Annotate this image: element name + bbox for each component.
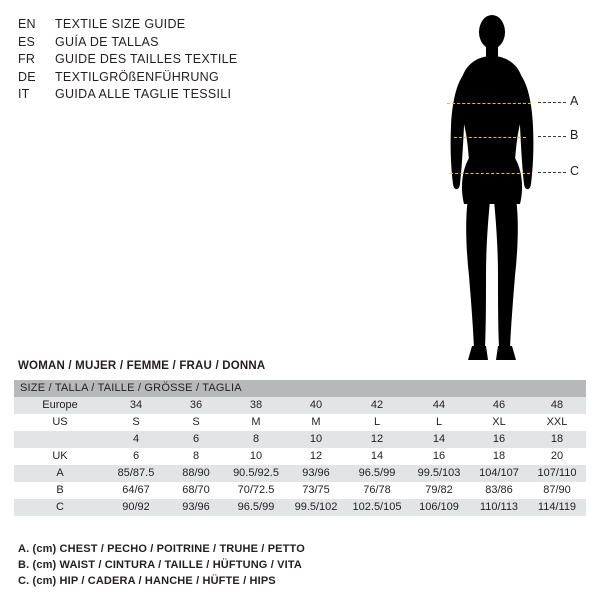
measurement-legend [18, 541, 578, 589]
cell: 44 [408, 397, 470, 414]
cell: XL [470, 414, 528, 431]
cell: 73/75 [286, 482, 346, 499]
size-table-wrapper [14, 380, 586, 516]
cell: 68/70 [166, 482, 226, 499]
cell: 18 [528, 431, 586, 448]
cell: 16 [408, 448, 470, 465]
cell: 10 [226, 448, 286, 465]
language-title: TEXTILE SIZE GUIDE [55, 17, 186, 31]
cell: 40 [286, 397, 346, 414]
cell: 110/113 [470, 499, 528, 516]
cell: 90/92 [106, 499, 166, 516]
cell: M [286, 414, 346, 431]
cell: 34 [106, 397, 166, 414]
chest-dash-line [447, 103, 531, 104]
cell: 102.5/105 [346, 499, 408, 516]
waist-dash-line [454, 137, 526, 138]
cell: 14 [408, 431, 470, 448]
language-code: FR [18, 52, 36, 66]
language-code: EN [18, 17, 36, 31]
table-row [14, 448, 586, 465]
cell: 12 [346, 431, 408, 448]
language-code: DE [18, 69, 36, 84]
cell: 38 [226, 397, 286, 414]
section-label-woman: WOMAN / MUJER / FEMME / FRAU / DONNA [18, 360, 266, 372]
legend-line-b: B. (cm) WAIST / CINTURA / TAILLE / HÜFTUNG / VITA [18, 559, 302, 571]
language-row [18, 69, 348, 87]
cell: 64/67 [106, 482, 166, 499]
cell: L [408, 414, 470, 431]
waist-leader-line [538, 136, 566, 137]
row-label: US [14, 414, 106, 431]
cell: 104/107 [470, 465, 528, 482]
chest-leader-line [538, 102, 566, 103]
table-row [14, 431, 586, 448]
legend-line-a: A. (cm) CHEST / PECHO / POITRINE / TRUHE / PETTO [18, 543, 305, 555]
woman-body-icon [420, 8, 600, 373]
hip-leader-line [538, 172, 566, 173]
row-label: C [14, 499, 106, 516]
language-title: GUIDE DES TAILLES TEXTILE [55, 52, 238, 66]
cell: 14 [346, 448, 408, 465]
cell: 6 [166, 431, 226, 448]
row-label: A [14, 465, 106, 482]
cell: 18 [470, 448, 528, 465]
cell: 88/90 [166, 465, 226, 482]
cell: S [166, 414, 226, 431]
table-row [14, 482, 586, 499]
cell: 93/96 [286, 465, 346, 482]
cell: 85/87.5 [106, 465, 166, 482]
cell: 6 [106, 448, 166, 465]
cell: 46 [470, 397, 528, 414]
cell: 12 [286, 448, 346, 465]
cell: 79/82 [408, 482, 470, 499]
cell: 76/78 [346, 482, 408, 499]
row-label: B [14, 482, 106, 499]
row-label: UK [14, 448, 106, 465]
language-title: GUIDA ALLE TAGLIE TESSILI [55, 87, 232, 101]
cell: 87/90 [528, 482, 586, 499]
language-row [18, 34, 348, 52]
hip-dash-line [450, 173, 530, 174]
cell: 90.5/92.5 [226, 465, 286, 482]
woman-silhouette-figure [420, 8, 600, 373]
size-table [14, 380, 586, 516]
cell: 20 [528, 448, 586, 465]
cell: 10 [286, 431, 346, 448]
cell: 16 [470, 431, 528, 448]
cell: 93/96 [166, 499, 226, 516]
table-row [14, 499, 586, 516]
table-header-cell: SIZE / TALLA / TAILLE / GRÖSSE / TAGLIA [14, 380, 586, 397]
language-row [18, 86, 348, 104]
row-label [14, 431, 106, 448]
cell: 106/109 [408, 499, 470, 516]
table-row [14, 465, 586, 482]
language-row [18, 16, 348, 34]
row-label: Europe [14, 397, 106, 414]
cell: 96.5/99 [226, 499, 286, 516]
cell: XXL [528, 414, 586, 431]
level-label-c: C [570, 164, 580, 178]
table-row [14, 414, 586, 431]
language-title: TEXTILGRÖßENFÜHRUNG [55, 69, 220, 84]
table-row [14, 397, 586, 414]
cell: 83/86 [470, 482, 528, 499]
cell: 4 [106, 431, 166, 448]
cell: 8 [166, 448, 226, 465]
cell: 8 [226, 431, 286, 448]
table-header-row [14, 380, 586, 397]
legend-line-c: C. (cm) HIP / CADERA / HANCHE / HÜFTE / HIPS [18, 575, 276, 587]
language-code: ES [18, 34, 36, 49]
language-row [18, 51, 348, 69]
level-label-a: A [570, 94, 579, 108]
cell: 36 [166, 397, 226, 414]
cell: 70/72.5 [226, 482, 286, 499]
cell: 99.5/103 [408, 465, 470, 482]
cell: L [346, 414, 408, 431]
cell: 107/110 [528, 465, 586, 482]
cell: 114/119 [528, 499, 586, 516]
cell: 96.5/99 [346, 465, 408, 482]
language-code: IT [18, 87, 30, 101]
language-title: GUÍA DE TALLAS [55, 34, 159, 49]
cell: 99.5/102 [286, 499, 346, 516]
language-title-block [18, 16, 348, 104]
cell: 42 [346, 397, 408, 414]
cell: M [226, 414, 286, 431]
level-label-b: B [570, 128, 579, 142]
cell: 48 [528, 397, 586, 414]
cell: S [106, 414, 166, 431]
